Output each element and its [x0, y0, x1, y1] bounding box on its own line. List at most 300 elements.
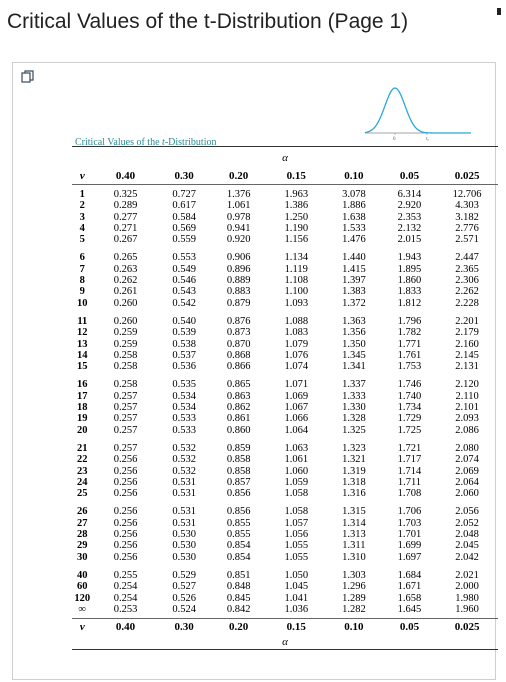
critical-value-cell: 0.859 — [226, 442, 251, 454]
critical-value-cell: 0.261 — [113, 286, 138, 298]
table-row — [72, 425, 498, 439]
critical-value-cell: 0.256 — [113, 529, 138, 541]
critical-value-cell: 0.254 — [113, 581, 138, 593]
critical-value-cell: 0.530 — [172, 540, 196, 552]
alpha-header-row — [72, 147, 498, 170]
critical-value-cell: 0.870 — [226, 338, 251, 350]
critical-value-cell: 3.078 — [342, 189, 366, 200]
table-row — [72, 529, 498, 540]
critical-value-cell: 0.260 — [113, 297, 138, 309]
table-row — [72, 212, 498, 223]
critical-value-cell: 1.337 — [342, 379, 366, 391]
critical-value-cell: 2.086 — [455, 424, 479, 436]
df-cell: 40 — [77, 569, 88, 581]
critical-value-cell: 2.306 — [455, 275, 479, 287]
critical-value-cell: 1.323 — [342, 442, 366, 454]
table-row — [72, 581, 498, 592]
critical-value-cell: 0.543 — [172, 286, 196, 298]
critical-value-cell: 0.255 — [113, 569, 138, 581]
critical-value-cell: 1.057 — [284, 517, 309, 529]
critical-value-cell: 1.059 — [284, 476, 309, 488]
critical-value-cell: 1.833 — [397, 286, 422, 298]
critical-value-cell: 1.100 — [284, 286, 309, 298]
column-footer-alpha-value: 0.30 — [174, 621, 194, 634]
critical-value-cell: 0.538 — [172, 338, 196, 350]
critical-value-cell: 1.076 — [284, 349, 309, 361]
df-cell: 21 — [77, 442, 88, 454]
critical-value-cell: 0.535 — [172, 379, 196, 391]
df-cell: 18 — [77, 402, 88, 414]
critical-value-cell: 1.119 — [284, 263, 308, 275]
critical-value-cell: 1.055 — [284, 551, 309, 563]
critical-value-cell: 1.156 — [284, 234, 309, 246]
critical-value-cell: 0.854 — [226, 540, 251, 552]
critical-value-cell: 1.372 — [342, 297, 366, 309]
critical-value-cell: 0.259 — [113, 338, 138, 350]
critical-value-cell: 1.943 — [397, 252, 422, 264]
df-cell: 11 — [77, 315, 88, 327]
critical-value-cell: 0.860 — [226, 424, 251, 436]
critical-value-cell: 1.050 — [284, 569, 309, 581]
critical-value-cell: 1.063 — [284, 442, 309, 454]
critical-value-cell: 0.536 — [172, 361, 196, 373]
df-cell: 9 — [79, 286, 85, 298]
critical-value-cell: 0.262 — [113, 275, 138, 287]
critical-value-cell: 1.796 — [397, 315, 422, 327]
critical-value-cell: 0.883 — [226, 286, 251, 298]
critical-value-cell: 0.858 — [226, 465, 251, 477]
critical-value-cell: 2.571 — [455, 234, 479, 246]
critical-value-cell: 1.345 — [342, 349, 366, 361]
df-cell: 19 — [77, 413, 88, 425]
critical-value-cell: 0.727 — [172, 189, 196, 200]
critical-value-cell: 1.363 — [342, 315, 366, 327]
df-cell: 5 — [79, 234, 85, 246]
critical-value-cell: 1.350 — [342, 338, 366, 350]
critical-value-cell: 1.250 — [284, 211, 309, 223]
critical-value-cell: 2.015 — [397, 234, 422, 246]
critical-value-cell: 1.753 — [397, 361, 422, 373]
critical-value-cell: 1.714 — [397, 465, 422, 477]
table-row — [72, 361, 498, 375]
critical-value-cell: 0.978 — [226, 211, 251, 223]
critical-value-cell: 2.365 — [455, 263, 479, 275]
df-cell: 10 — [77, 297, 88, 309]
critical-value-cell: 0.263 — [113, 263, 138, 275]
column-header-alpha-value: 0.025 — [454, 170, 480, 182]
critical-value-cell: 0.920 — [226, 234, 251, 246]
column-footer-alpha-value: 0.20 — [229, 621, 249, 634]
critical-value-cell: 0.854 — [226, 551, 251, 563]
critical-value-cell: 2.021 — [455, 569, 479, 581]
critical-value-cell: 1.721 — [397, 442, 422, 454]
table-row — [72, 466, 498, 477]
column-header-alpha-value: 0.30 — [174, 170, 194, 182]
critical-value-cell: 1.415 — [342, 263, 366, 275]
df-cell: 20 — [77, 424, 88, 436]
critical-value-cell: 1.088 — [284, 315, 309, 327]
critical-value-cell: 0.532 — [172, 465, 196, 477]
critical-value-cell: 0.256 — [113, 506, 138, 518]
zero-label: 0 — [393, 137, 396, 142]
critical-value-cell: 1.303 — [342, 569, 366, 581]
critical-value-cell: 1.064 — [284, 424, 309, 436]
critical-value-cell: 0.533 — [172, 424, 196, 436]
critical-value-cell: 1.036 — [284, 603, 309, 615]
critical-value-cell: 1.383 — [342, 286, 366, 298]
critical-value-cell: 1.697 — [397, 551, 422, 563]
critical-t-label: tₐ — [426, 137, 429, 142]
critical-value-cell: 0.256 — [113, 476, 138, 488]
critical-value-cell: 3.182 — [455, 211, 479, 223]
critical-value-cell: 1.328 — [342, 413, 366, 425]
critical-value-cell: 1.319 — [342, 465, 366, 477]
critical-value-cell: 1.310 — [342, 551, 366, 563]
critical-value-cell: 1.440 — [342, 252, 366, 264]
alpha-footer: α — [282, 636, 288, 649]
table-row — [72, 604, 498, 619]
critical-value-cell: 0.256 — [113, 465, 138, 477]
table-row — [72, 200, 498, 211]
critical-value-cell: 2.353 — [397, 211, 422, 223]
critical-value-cell: 1.699 — [397, 540, 422, 552]
critical-value-cell: 0.534 — [172, 390, 196, 402]
critical-value-cell: 1.658 — [397, 592, 422, 604]
critical-value-cell: 1.711 — [397, 476, 422, 488]
critical-value-cell: 1.066 — [284, 413, 309, 425]
critical-value-cell: 0.258 — [113, 349, 138, 361]
critical-value-cell: 2.074 — [455, 454, 479, 466]
critical-value-cell: 1.708 — [397, 488, 422, 500]
critical-value-cell: 0.906 — [226, 252, 251, 264]
critical-value-cell: 1.318 — [342, 476, 366, 488]
critical-value-cell: 0.537 — [172, 349, 196, 361]
critical-value-cell: 2.120 — [455, 379, 479, 391]
table-caption: Critical Values of the t-Distribution — [75, 137, 217, 148]
critical-value-cell: 1.314 — [342, 517, 366, 529]
critical-value-cell: 1.356 — [342, 327, 366, 339]
critical-value-cell: 2.064 — [455, 476, 479, 488]
critical-value-cell: 2.262 — [455, 286, 479, 298]
table-row — [72, 402, 498, 413]
critical-value-cell: 2.920 — [397, 200, 422, 212]
critical-value-cell: 1.740 — [397, 390, 422, 402]
critical-value-cell: 0.532 — [172, 442, 196, 454]
critical-value-cell: 0.546 — [172, 275, 196, 287]
table-row — [72, 413, 498, 424]
critical-value-cell: 2.160 — [455, 338, 479, 350]
critical-value-cell: 0.848 — [226, 581, 251, 593]
critical-value-cell: 0.527 — [172, 581, 196, 593]
df-cell: 15 — [77, 361, 88, 373]
tail-alpha-label: α — [428, 126, 431, 131]
critical-value-cell: 0.267 — [113, 234, 138, 246]
critical-value-cell: 2.045 — [455, 540, 479, 552]
df-cell: 120 — [74, 592, 91, 604]
table-row — [72, 248, 498, 263]
table-row — [72, 566, 498, 581]
critical-value-cell: 0.532 — [172, 454, 196, 466]
critical-value-cell: 0.842 — [226, 603, 251, 615]
critical-value-cell: 0.257 — [113, 413, 138, 425]
table-row — [72, 350, 498, 361]
column-footer-alpha-value: 0.10 — [344, 621, 364, 634]
critical-value-cell: 1.071 — [284, 379, 309, 391]
df-cell: 29 — [77, 540, 88, 552]
column-footer-alpha-value: 0.025 — [454, 621, 480, 634]
copy-icon[interactable] — [21, 70, 34, 83]
df-cell: 26 — [77, 506, 88, 518]
critical-value-cell: 1.056 — [284, 529, 309, 541]
critical-value-cell: 0.861 — [226, 413, 251, 425]
critical-value-cell: 1.296 — [342, 581, 366, 593]
critical-value-cell: 1.386 — [284, 200, 309, 212]
critical-value-cell: 0.256 — [113, 488, 138, 500]
column-header-alpha-value: 0.20 — [229, 170, 249, 182]
critical-value-cell: 2.056 — [455, 506, 479, 518]
critical-value-cell: 1.134 — [284, 252, 309, 264]
critical-value-cell: 1.289 — [342, 592, 366, 604]
critical-value-cell: 1.315 — [342, 506, 366, 518]
critical-value-cell: 0.257 — [113, 442, 138, 454]
table-row — [72, 234, 498, 248]
table-row — [72, 185, 498, 201]
critical-value-cell: 1.093 — [284, 297, 309, 309]
critical-value-cell: 1.108 — [284, 275, 309, 287]
critical-value-cell: 1.960 — [455, 603, 479, 615]
critical-value-cell: 1.729 — [397, 413, 422, 425]
critical-value-cell: 1.041 — [284, 592, 309, 604]
column-footer-row — [72, 619, 498, 636]
critical-value-cell: 12.706 — [452, 189, 482, 200]
critical-value-cell: 1.812 — [397, 297, 422, 309]
critical-value-cell: 1.067 — [284, 402, 309, 414]
critical-value-cell: 0.531 — [172, 506, 196, 518]
critical-value-cell: 2.179 — [455, 327, 479, 339]
critical-value-cell: 0.533 — [172, 413, 196, 425]
critical-value-cell: 2.131 — [455, 361, 479, 373]
df-cell: 1 — [79, 189, 85, 200]
critical-value-cell: 1.706 — [397, 506, 422, 518]
critical-value-cell: 0.271 — [113, 222, 138, 234]
critical-value-cell: 0.549 — [172, 263, 196, 275]
critical-value-cell: 1.330 — [342, 402, 366, 414]
critical-value-cell: 0.534 — [172, 402, 196, 414]
critical-value-cell: 0.529 — [172, 569, 196, 581]
critical-value-cell: 1.074 — [284, 361, 309, 373]
df-cell: 22 — [77, 454, 88, 466]
table-row — [72, 593, 498, 604]
df-cell: 6 — [79, 252, 85, 264]
critical-value-cell: 1.476 — [342, 234, 366, 246]
critical-value-cell: 2.110 — [455, 390, 479, 402]
df-cell: 60 — [77, 581, 88, 593]
critical-value-cell: 1.746 — [397, 379, 422, 391]
critical-value-cell: 0.855 — [226, 517, 251, 529]
critical-value-cell: 4.303 — [455, 200, 479, 212]
df-cell: 23 — [77, 465, 88, 477]
critical-value-cell: 0.253 — [113, 603, 138, 615]
critical-value-cell: 0.569 — [172, 222, 196, 234]
critical-value-cell: 0.559 — [172, 234, 196, 246]
critical-value-cell: 1.771 — [397, 338, 422, 350]
critical-value-cell: 1.341 — [342, 361, 366, 373]
critical-value-cell: 0.879 — [226, 297, 251, 309]
critical-value-cell: 1.316 — [342, 488, 366, 500]
critical-value-cell: 1.058 — [284, 488, 309, 500]
critical-value-cell: 1.860 — [397, 275, 422, 287]
critical-value-cell: 0.542 — [172, 297, 196, 309]
critical-value-cell: 2.145 — [455, 349, 479, 361]
table-row — [72, 339, 498, 350]
critical-value-cell: 0.256 — [113, 517, 138, 529]
critical-value-cell: 0.524 — [172, 603, 196, 615]
critical-value-cell: 0.858 — [226, 454, 251, 466]
critical-value-cell: 0.289 — [113, 200, 138, 212]
critical-value-cell: 0.540 — [172, 315, 196, 327]
column-header-alpha-value: 0.40 — [115, 170, 136, 182]
critical-value-cell: 2.201 — [455, 315, 479, 327]
table-row — [72, 552, 498, 566]
critical-value-cell: 2.000 — [455, 581, 479, 593]
critical-value-cell: 1.313 — [342, 529, 366, 541]
critical-value-cell: 0.260 — [113, 315, 138, 327]
critical-value-cell: 1.734 — [397, 402, 422, 414]
density-curve — [365, 88, 471, 133]
critical-value-cell: 1.055 — [284, 540, 309, 552]
critical-value-cell: 0.526 — [172, 592, 196, 604]
critical-value-cell: 1.311 — [342, 540, 366, 552]
critical-value-cell: 0.257 — [113, 402, 138, 414]
critical-value-cell: 0.851 — [226, 569, 251, 581]
df-cell: 7 — [79, 263, 85, 275]
critical-value-cell: 2.447 — [455, 252, 479, 264]
df-cell: 17 — [77, 390, 88, 402]
critical-value-cell: 0.265 — [113, 252, 138, 264]
critical-value-cell: 0.889 — [226, 275, 251, 287]
critical-value-cell: 0.257 — [113, 390, 138, 402]
critical-value-cell: 0.584 — [172, 211, 196, 223]
critical-value-cell: 2.060 — [455, 488, 479, 500]
critical-value-cell: 1.638 — [342, 211, 366, 223]
critical-value-cell: 0.531 — [172, 476, 196, 488]
critical-value-cell: 2.069 — [455, 465, 479, 477]
df-cell: 3 — [79, 211, 85, 223]
critical-value-cell: 1.782 — [397, 327, 422, 339]
table-row — [72, 540, 498, 551]
critical-value-cell: 2.048 — [455, 529, 479, 541]
column-header-row — [72, 169, 498, 185]
critical-value-cell: 1.717 — [397, 454, 422, 466]
table-row — [72, 375, 498, 390]
critical-value-cell: 0.254 — [113, 592, 138, 604]
df-cell: 30 — [77, 551, 88, 563]
df-cell: 28 — [77, 529, 88, 541]
table-row — [72, 391, 498, 402]
critical-value-cell: 6.314 — [397, 189, 422, 200]
critical-value-cell: 0.531 — [172, 517, 196, 529]
critical-value-cell: 1.701 — [397, 529, 422, 541]
critical-value-cell: 0.866 — [226, 361, 251, 373]
critical-value-cell: 1.895 — [397, 263, 422, 275]
critical-value-cell: 0.256 — [113, 551, 138, 563]
critical-value-cell: 0.855 — [226, 529, 251, 541]
window-control-icon[interactable] — [497, 8, 501, 15]
critical-value-cell: 1.376 — [226, 189, 251, 200]
critical-value-cell: 1.061 — [284, 454, 309, 466]
critical-value-cell: 2.132 — [397, 222, 422, 234]
table-row — [72, 454, 498, 465]
table-body — [72, 185, 498, 619]
df-cell: 8 — [79, 275, 85, 287]
column-footer-alpha-value: 0.05 — [399, 621, 420, 634]
critical-value-cell: 0.876 — [226, 315, 251, 327]
critical-value-cell: 0.531 — [172, 488, 196, 500]
critical-value-cell: 0.539 — [172, 327, 196, 339]
table-row — [72, 223, 498, 234]
critical-value-cell: 1.058 — [284, 506, 309, 518]
critical-value-cell: 0.868 — [226, 349, 251, 361]
critical-value-cell: 0.617 — [172, 200, 196, 212]
df-cell: 2 — [79, 200, 85, 212]
column-header-alpha-value: 0.10 — [344, 170, 364, 182]
critical-value-cell: 0.258 — [113, 361, 138, 373]
df-cell: 24 — [77, 476, 88, 488]
table-row — [72, 286, 498, 297]
critical-value-cell: 1.321 — [342, 454, 366, 466]
df-cell: 12 — [77, 327, 88, 339]
critical-value-cell: 1.671 — [397, 581, 422, 593]
critical-value-cell: 1.963 — [284, 189, 309, 200]
critical-value-cell: 2.101 — [455, 402, 479, 414]
column-footer-alpha-value: 0.40 — [115, 621, 136, 634]
critical-value-cell: 0.277 — [113, 211, 138, 223]
critical-value-cell: 0.530 — [172, 529, 196, 541]
table-row — [72, 477, 498, 488]
column-header-df-symbol: ν — [79, 170, 85, 182]
critical-value-cell: 0.856 — [226, 506, 251, 518]
critical-value-cell: 0.856 — [226, 488, 251, 500]
column-footer-alpha-value: 0.15 — [286, 621, 306, 634]
critical-value-cell: 1.325 — [342, 424, 366, 436]
critical-value-cell: 2.080 — [455, 442, 479, 454]
critical-value-cell: 1.397 — [342, 275, 366, 287]
critical-value-cell: 1.079 — [284, 338, 309, 350]
critical-value-cell: 0.530 — [172, 551, 196, 563]
critical-value-cell: 0.896 — [226, 263, 251, 275]
critical-value-cell: 2.052 — [455, 517, 479, 529]
critical-value-cell: 2.042 — [455, 551, 479, 563]
table-row — [72, 298, 498, 312]
critical-value-cell: 2.776 — [455, 222, 479, 234]
column-header-alpha-value: 0.15 — [286, 170, 306, 182]
critical-value-cell: 0.257 — [113, 424, 138, 436]
critical-value-cell: 1.061 — [226, 200, 251, 212]
alpha-header: α — [72, 147, 498, 170]
df-cell: 16 — [77, 379, 88, 391]
critical-value-cell: 0.865 — [226, 379, 251, 391]
df-cell: 13 — [77, 338, 88, 350]
critical-value-cell: 0.259 — [113, 327, 138, 339]
critical-value-cell: 2.093 — [455, 413, 479, 425]
critical-value-cell: 0.256 — [113, 454, 138, 466]
table-row — [72, 264, 498, 275]
critical-value-cell: 0.258 — [113, 379, 138, 391]
critical-value-cell: 0.845 — [226, 592, 251, 604]
t-distribution-table — [72, 146, 498, 650]
df-cell: ∞ — [78, 603, 87, 615]
critical-value-cell: 1.533 — [342, 222, 366, 234]
